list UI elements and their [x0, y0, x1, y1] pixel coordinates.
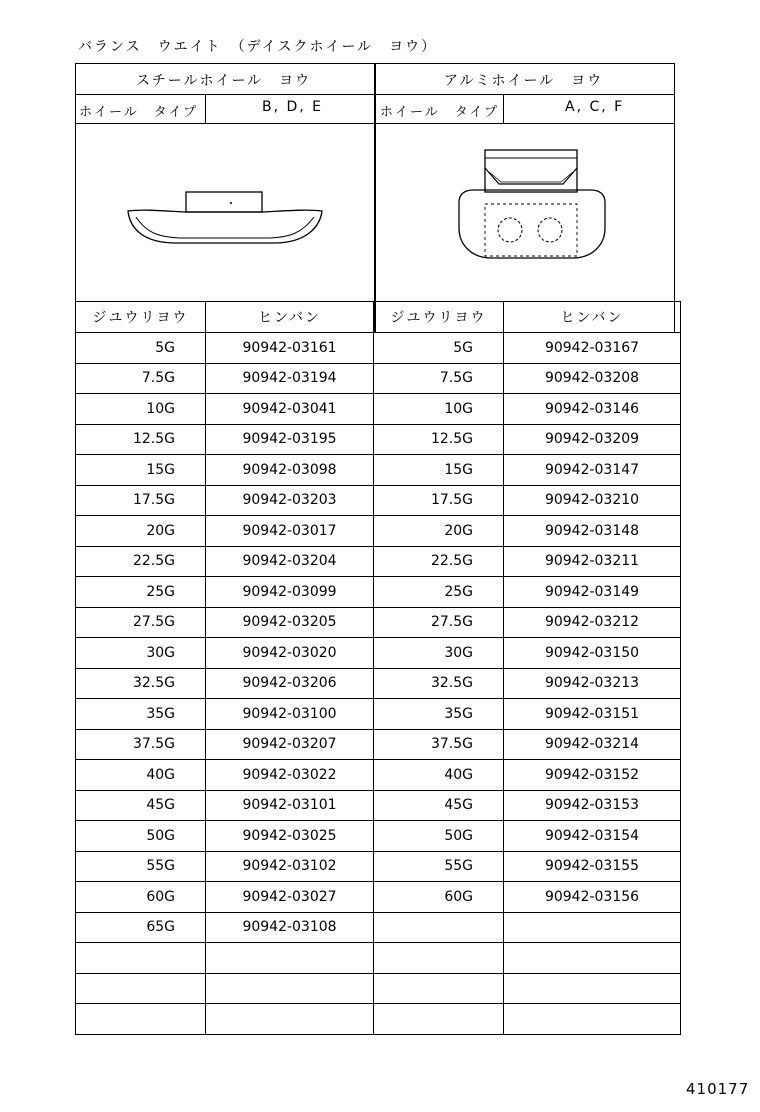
alloy-weight-cell: 27.5G — [374, 607, 504, 638]
alloy-weight-cell: 50G — [374, 821, 504, 852]
table-header-row — [76, 302, 681, 333]
table-row — [76, 943, 681, 974]
steel-weight-cell: 15G — [76, 455, 206, 486]
table-row — [76, 821, 681, 852]
alloy-part-number-cell: 90942-03214 — [504, 729, 681, 760]
alloy-part-number-cell: 90942-03148 — [504, 516, 681, 547]
alloy-weight-column-header: ジユウリヨウ — [374, 302, 504, 333]
alloy-wheel-type-label: ホイール タイプ — [380, 105, 500, 120]
table-row — [76, 912, 681, 943]
steel-part-number-cell: 90942-03204 — [206, 546, 374, 577]
alloy-part-number-cell: 90942-03154 — [504, 821, 681, 852]
table-row — [76, 699, 681, 730]
alloy-weight-cell: 12.5G — [374, 424, 504, 455]
alloy-part-column-header: ヒンバン — [504, 302, 681, 333]
alloy-part-number-cell: 90942-03210 — [504, 485, 681, 516]
table-row — [76, 851, 681, 882]
wheel-type-divider — [503, 95, 504, 123]
steel-part-number-cell: 90942-03100 — [206, 699, 374, 730]
header-panel — [75, 63, 675, 333]
table-row — [76, 577, 681, 608]
alloy-weight-cell — [374, 943, 504, 974]
steel-part-number-cell — [206, 943, 374, 974]
alloy-weight-illustration — [447, 146, 617, 266]
alloy-part-number-cell: 90942-03156 — [504, 882, 681, 913]
table-row — [76, 394, 681, 425]
table-row — [76, 333, 681, 364]
alloy-part-number-cell: 90942-03208 — [504, 363, 681, 394]
alloy-weight-cell: 35G — [374, 699, 504, 730]
table-row — [76, 485, 681, 516]
alloy-weight-cell: 40G — [374, 760, 504, 791]
table-row — [76, 546, 681, 577]
steel-part-number-cell: 90942-03022 — [206, 760, 374, 791]
steel-weight-cell: 17.5G — [76, 485, 206, 516]
steel-weight-cell: 20G — [76, 516, 206, 547]
steel-weight-cell: 35G — [76, 699, 206, 730]
alloy-part-number-cell — [504, 973, 681, 1004]
steel-weight-cell: 12.5G — [76, 424, 206, 455]
alloy-weight-cell: 17.5G — [374, 485, 504, 516]
alloy-header: アルミホイール ヨウ — [444, 73, 604, 89]
alloy-part-number-cell: 90942-03147 — [504, 455, 681, 486]
alloy-part-number-cell: 90942-03211 — [504, 546, 681, 577]
alloy-weight-cell: 37.5G — [374, 729, 504, 760]
steel-weight-cell: 65G — [76, 912, 206, 943]
steel-part-number-cell: 90942-03195 — [206, 424, 374, 455]
alloy-weight-cell: 30G — [374, 638, 504, 669]
alloy-part-number-cell: 90942-03213 — [504, 668, 681, 699]
steel-weight-cell: 7.5G — [76, 363, 206, 394]
steel-part-number-cell — [206, 973, 374, 1004]
wheel-type-divider — [205, 95, 206, 123]
steel-part-number-cell: 90942-03203 — [206, 485, 374, 516]
alloy-part-number-cell: 90942-03152 — [504, 760, 681, 791]
alloy-weight-cell: 22.5G — [374, 546, 504, 577]
steel-weight-cell — [76, 973, 206, 1004]
steel-weight-cell: 30G — [76, 638, 206, 669]
steel-part-number-cell: 90942-03025 — [206, 821, 374, 852]
steel-weight-cell: 25G — [76, 577, 206, 608]
table-row — [76, 729, 681, 760]
figure-code: 410177 — [686, 1080, 750, 1098]
alloy-weight-cell: 60G — [374, 882, 504, 913]
alloy-part-number-cell — [504, 943, 681, 974]
steel-part-number-cell: 90942-03194 — [206, 363, 374, 394]
table-row — [76, 1004, 681, 1035]
steel-wheel-type-label: ホイール タイプ — [79, 105, 199, 120]
steel-wheel-types: B, D, E — [262, 99, 324, 115]
alloy-weight-cell: 10G — [374, 394, 504, 425]
steel-weight-column-header: ジユウリヨウ — [76, 302, 206, 333]
steel-weight-cell — [76, 943, 206, 974]
steel-weight-cell: 32.5G — [76, 668, 206, 699]
steel-part-number-cell: 90942-03205 — [206, 607, 374, 638]
steel-weight-cell: 27.5G — [76, 607, 206, 638]
steel-weight-cell: 22.5G — [76, 546, 206, 577]
steel-part-number-cell: 90942-03207 — [206, 729, 374, 760]
alloy-weight-cell: 45G — [374, 790, 504, 821]
row-divider — [76, 94, 674, 95]
alloy-part-number-cell: 90942-03149 — [504, 577, 681, 608]
alloy-part-number-cell — [504, 912, 681, 943]
steel-part-number-cell: 90942-03020 — [206, 638, 374, 669]
steel-weight-cell: 60G — [76, 882, 206, 913]
alloy-part-number-cell: 90942-03167 — [504, 333, 681, 364]
alloy-part-number-cell — [504, 1004, 681, 1035]
alloy-part-number-cell: 90942-03155 — [504, 851, 681, 882]
alloy-weight-cell: 20G — [374, 516, 504, 547]
alloy-weight-cell: 7.5G — [374, 363, 504, 394]
table-row — [76, 363, 681, 394]
alloy-part-number-cell: 90942-03151 — [504, 699, 681, 730]
steel-part-number-cell: 90942-03098 — [206, 455, 374, 486]
steel-part-number-cell: 90942-03041 — [206, 394, 374, 425]
alloy-part-number-cell: 90942-03212 — [504, 607, 681, 638]
steel-weight-cell: 50G — [76, 821, 206, 852]
table-row — [76, 668, 681, 699]
alloy-part-number-cell: 90942-03153 — [504, 790, 681, 821]
steel-part-number-cell: 90942-03102 — [206, 851, 374, 882]
row-divider — [76, 123, 674, 124]
alloy-part-number-cell: 90942-03146 — [504, 394, 681, 425]
steel-weight-cell: 55G — [76, 851, 206, 882]
steel-part-number-cell — [206, 1004, 374, 1035]
steel-weight-cell: 10G — [76, 394, 206, 425]
steel-weight-cell — [76, 1004, 206, 1035]
steel-part-number-cell: 90942-03099 — [206, 577, 374, 608]
steel-weight-cell: 45G — [76, 790, 206, 821]
alloy-weight-cell — [374, 1004, 504, 1035]
column-divider — [374, 64, 376, 332]
table-row — [76, 790, 681, 821]
steel-part-number-cell: 90942-03027 — [206, 882, 374, 913]
steel-weight-cell: 37.5G — [76, 729, 206, 760]
alloy-part-number-cell: 90942-03150 — [504, 638, 681, 669]
alloy-weight-cell: 15G — [374, 455, 504, 486]
steel-weight-cell: 40G — [76, 760, 206, 791]
page-title: バランス ウエイト （デイスクホイール ヨウ） — [78, 39, 438, 55]
alloy-weight-cell — [374, 912, 504, 943]
steel-weight-cell: 5G — [76, 333, 206, 364]
steel-part-number-cell: 90942-03101 — [206, 790, 374, 821]
alloy-part-number-cell: 90942-03209 — [504, 424, 681, 455]
table-row — [76, 516, 681, 547]
table-row — [76, 973, 681, 1004]
steel-weight-illustration — [124, 189, 324, 249]
steel-part-number-cell: 90942-03017 — [206, 516, 374, 547]
table-row — [76, 760, 681, 791]
alloy-wheel-types: A, C, F — [565, 99, 625, 115]
alloy-weight-cell: 32.5G — [374, 668, 504, 699]
table-row — [76, 638, 681, 669]
alloy-weight-cell — [374, 973, 504, 1004]
steel-part-number-cell: 90942-03206 — [206, 668, 374, 699]
steel-part-number-cell: 90942-03108 — [206, 912, 374, 943]
table-row — [76, 882, 681, 913]
table-row — [76, 455, 681, 486]
steel-header: スチールホイール ヨウ — [136, 73, 312, 89]
steel-part-number-cell: 90942-03161 — [206, 333, 374, 364]
table-row — [76, 607, 681, 638]
alloy-weight-cell: 25G — [374, 577, 504, 608]
parts-table — [75, 301, 681, 1035]
alloy-weight-cell: 5G — [374, 333, 504, 364]
steel-part-column-header: ヒンバン — [206, 302, 374, 333]
alloy-weight-cell: 55G — [374, 851, 504, 882]
table-row — [76, 424, 681, 455]
